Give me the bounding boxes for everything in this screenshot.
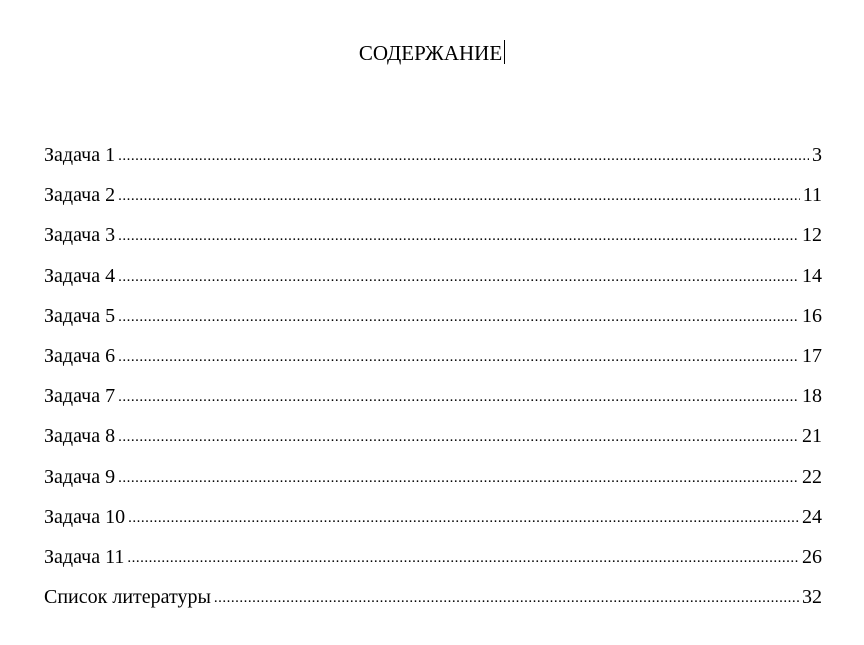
- dot-leader: [118, 422, 799, 452]
- toc-entry-page: 14: [802, 264, 822, 287]
- toc-entry-zadacha-5[interactable]: [44, 301, 822, 341]
- toc-entry-label: Задача 5: [44, 304, 116, 327]
- toc-entry-label: Задача 4: [44, 264, 116, 287]
- text-cursor: [504, 40, 505, 64]
- toc-entry-page: 32: [802, 586, 822, 609]
- toc-entry-label: Задача 1: [44, 144, 116, 166]
- toc-entry-label: Задача 7: [44, 385, 116, 408]
- toc-entry-zadacha-3[interactable]: [44, 220, 822, 260]
- toc-entry-references[interactable]: [44, 582, 822, 622]
- toc-entry-page: 22: [802, 465, 822, 488]
- toc-entry-page: 18: [802, 385, 822, 408]
- toc-entry-zadacha-10[interactable]: [44, 502, 822, 542]
- toc-entry-page: 11: [802, 184, 822, 207]
- toc-entry-page: 17: [802, 344, 822, 367]
- toc-entry-zadacha-11[interactable]: [44, 542, 822, 582]
- dot-leader: [127, 543, 799, 573]
- toc-entry-zadacha-6[interactable]: [44, 341, 822, 381]
- dot-leader: [118, 463, 799, 493]
- toc-entry-page: 3: [812, 144, 822, 166]
- toc-entry-label: Задача 10: [44, 505, 126, 528]
- toc-entry-label: Задача 9: [44, 465, 116, 488]
- dot-leader: [118, 181, 800, 211]
- table-of-contents: [44, 140, 822, 622]
- dot-leader: [118, 382, 799, 412]
- toc-entry-zadacha-2[interactable]: [44, 180, 822, 220]
- dot-leader: [128, 503, 799, 533]
- toc-entry-zadacha-7[interactable]: [44, 381, 822, 421]
- toc-entry-label: Задача 6: [44, 344, 116, 367]
- dot-leader: [214, 583, 799, 613]
- dot-leader: [118, 262, 799, 292]
- toc-entry-zadacha-9[interactable]: [44, 462, 822, 502]
- toc-entry-label: Список литературы: [44, 586, 211, 609]
- toc-entry-label: Задача 3: [44, 224, 116, 247]
- toc-entry-zadacha-1[interactable]: [44, 140, 822, 180]
- toc-entry-page: 12: [802, 224, 822, 247]
- dot-leader: [118, 342, 799, 372]
- toc-entry-zadacha-8[interactable]: [44, 421, 822, 461]
- dot-leader: [118, 141, 809, 171]
- title-line[interactable]: [0, 38, 864, 68]
- toc-entry-label: Задача 2: [44, 184, 116, 207]
- toc-entry-zadacha-4[interactable]: [44, 261, 822, 301]
- dot-leader: [118, 221, 799, 251]
- page-title[interactable]: СОДЕРЖАНИЕ: [358, 41, 503, 65]
- toc-entry-page: 16: [802, 304, 822, 327]
- toc-entry-page: 24: [802, 505, 822, 528]
- dot-leader: [118, 302, 799, 332]
- toc-entry-label: Задача 8: [44, 425, 116, 448]
- toc-entry-label: Задача 11: [44, 545, 125, 568]
- toc-entry-page: 21: [802, 425, 822, 448]
- toc-entry-page: 26: [802, 545, 822, 568]
